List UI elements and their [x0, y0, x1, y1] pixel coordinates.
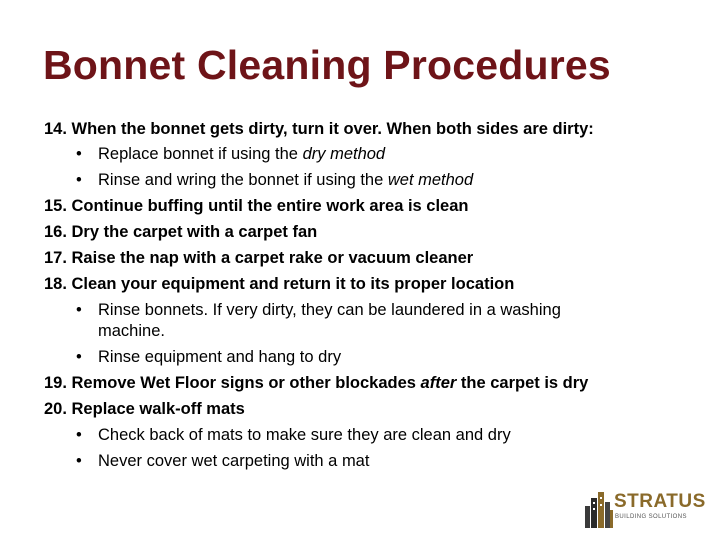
stratus-logo [584, 490, 706, 530]
step-14-bullet-1: • Replace bonnet if using the dry method [76, 145, 386, 163]
bullet-icon: • [76, 171, 82, 189]
step-16: 16. Dry the carpet with a carpet fan [44, 223, 318, 241]
step-15: 15. Continue buffing until the entire work area is clean [44, 197, 469, 215]
step-20-bullet-1: • Check back of mats to make sure they are clean and dry [76, 426, 511, 444]
bullet-icon: • [76, 426, 82, 444]
buildings-icon [584, 492, 614, 528]
logo-wordmark: STRATUS [614, 491, 706, 512]
step-18-bullet-1-continued: machine. [98, 322, 165, 340]
bullet-icon: • [76, 145, 82, 163]
logo-tagline: BUILDING SOLUTIONS [615, 514, 687, 520]
step-14: 14. When the bonnet gets dirty, turn it over. When both sides are dirty: [44, 120, 594, 138]
step-17: 17. Raise the nap with a carpet rake or vacuum cleaner [44, 249, 474, 267]
step-18: 18. Clean your equipment and return it to its proper location [44, 275, 515, 293]
step-14-bullet-2: • Rinse and wring the bonnet if using the wet method [76, 171, 474, 189]
slide-title: Bonnet Cleaning Procedures [43, 42, 611, 88]
bullet-icon: • [76, 348, 82, 366]
step-18-bullet-2: • Rinse equipment and hang to dry [76, 348, 342, 366]
step-19: 19. Remove Wet Floor signs or other blockades after the carpet is dry [44, 374, 589, 392]
bullet-icon: • [76, 301, 82, 319]
step-20-bullet-2: • Never cover wet carpeting with a mat [76, 452, 370, 470]
step-20: 20. Replace walk-off mats [44, 400, 245, 418]
bullet-icon: • [76, 452, 82, 470]
step-18-bullet-1: • Rinse bonnets. If very dirty, they can be laundered in a washing [76, 301, 561, 319]
